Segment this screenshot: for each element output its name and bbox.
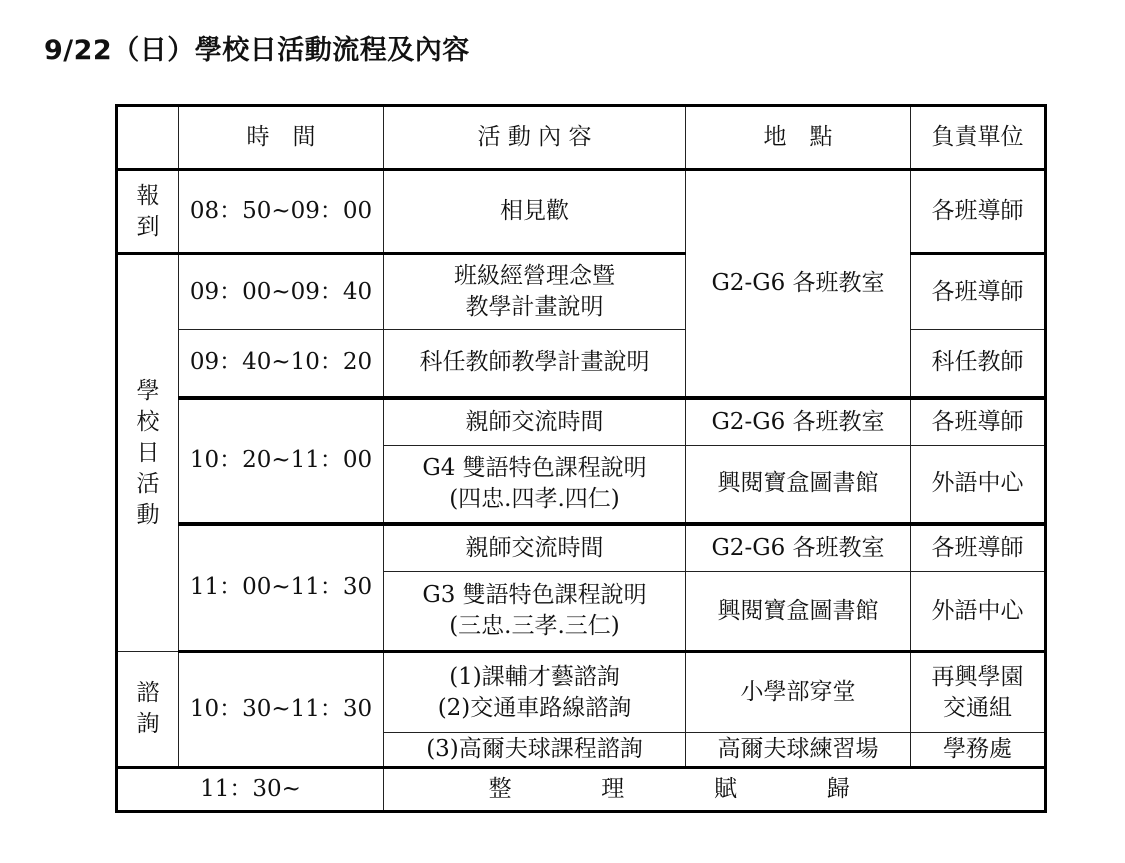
content-line: 教學計畫說明 [465,294,604,320]
content-cell [384,572,686,652]
table-row [117,398,1046,446]
location-cell: 高爾夫球練習場 [686,733,911,768]
content-cell: 親師交流時間 [384,524,686,572]
location-cell: G2-G6 各班教室 [686,398,911,446]
unit-cell: 學務處 [911,733,1046,768]
table-row [117,524,1046,572]
content-line: (2)交通車路線諮詢 [437,694,632,721]
unit-line: 再興學園 [931,663,1024,690]
final-content-cell: 整理賦歸 [384,768,1046,812]
header-unit: 負責單位 [911,106,1046,170]
unit-cell: 科任教師 [911,330,1046,398]
time-cell: 09：40~10：20 [179,330,384,398]
content-cell [384,254,686,330]
header-location: 地 點 [686,106,911,170]
content-cell [384,446,686,524]
category-registration: 報到 [117,170,179,254]
time-cell: 09：00~09：40 [179,254,384,330]
category-activity: 學校日活動 [117,254,179,652]
time-cell: 08：50~09：00 [179,170,384,254]
content-cell [384,652,686,733]
content-line: (四忠.四孝.四仁) [449,485,620,512]
final-time-cell: 11：30~ [117,768,384,812]
location-cell: G2-G6 各班教室 [686,170,911,398]
header-content: 活 動 內 容 [384,106,686,170]
unit-line: 交通組 [943,694,1012,721]
content-line: (1)課輔才藝諮詢 [449,663,620,690]
content-cell: 親師交流時間 [384,398,686,446]
final-row [117,768,1046,812]
content-line: G4 雙語特色課程說明 [422,454,647,481]
unit-cell: 各班導師 [911,254,1046,330]
content-line: (三忠.三孝.三仁) [449,613,620,639]
location-cell: 興閱寶盒圖書館 [686,446,911,524]
unit-cell [911,652,1046,733]
unit-cell: 各班導師 [911,170,1046,254]
category-consult: 諮詢 [117,652,179,768]
header-time: 時 間 [179,106,384,170]
content-cell: (3)高爾夫球課程諮詢 [384,733,686,768]
header-row [117,106,1046,170]
content-line: 班級經營理念暨 [454,263,615,289]
header-category-cell [117,106,179,170]
content-cell: 相見歡 [384,170,686,254]
time-cell: 10：20~11：00 [179,398,384,524]
content-line: G3 雙語特色課程說明 [422,582,647,608]
unit-cell: 外語中心 [911,572,1046,652]
location-cell: G2-G6 各班教室 [686,524,911,572]
table-row [117,170,1046,254]
location-cell: 興閱寶盒圖書館 [686,572,911,652]
page-title: 9/22（日）學校日活動流程及內容 [44,35,470,66]
time-cell: 10：30~11：30 [179,652,384,768]
location-cell: 小學部穿堂 [686,652,911,733]
unit-cell: 各班導師 [911,398,1046,446]
unit-cell: 各班導師 [911,524,1046,572]
table-row [117,652,1046,733]
time-cell: 11：00~11：30 [179,524,384,652]
unit-cell: 外語中心 [911,446,1046,524]
schedule-table [115,104,1047,813]
content-cell: 科任教師教學計畫說明 [384,330,686,398]
